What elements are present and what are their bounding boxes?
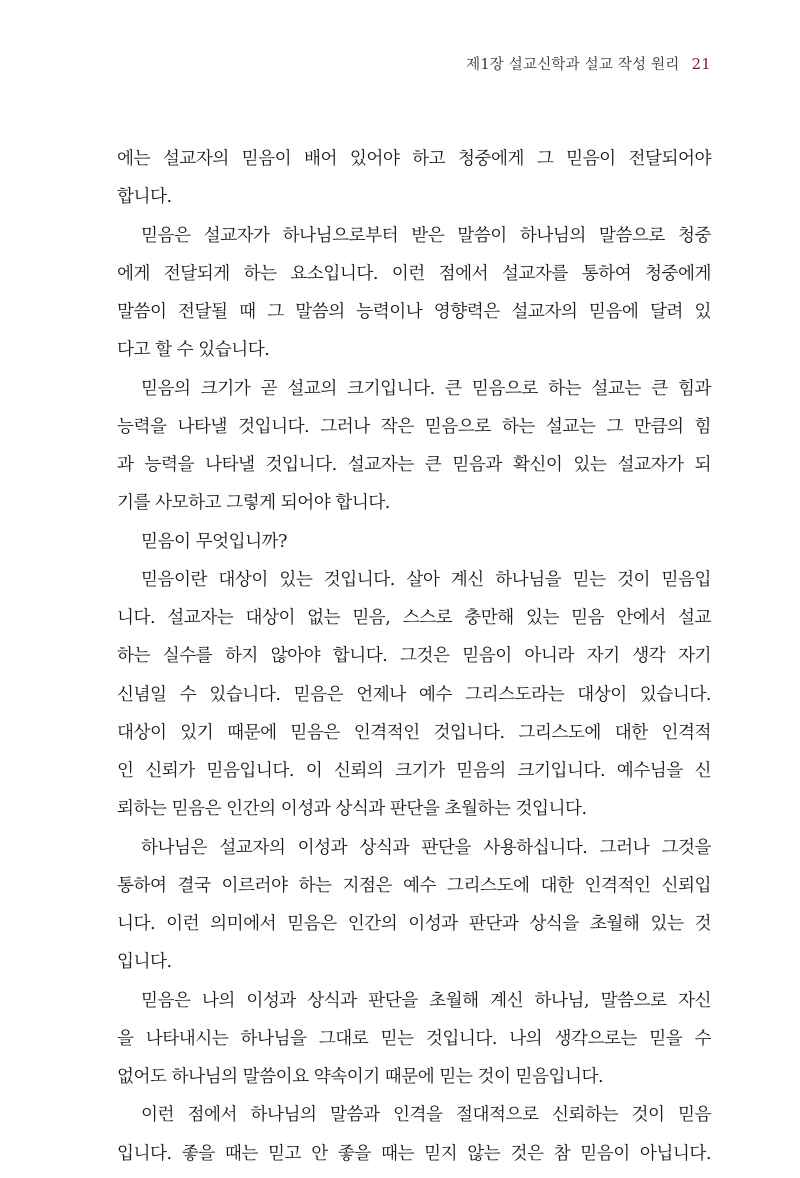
chapter-title: 제1장 설교신학과 설교 작성 원리	[466, 57, 680, 73]
text-line: 인 신뢰가 믿음입니다. 이 신뢰의 크기가 믿음의 크기입니다. 예수님을 신	[117, 761, 711, 781]
text-line: 믿음은 나의 이성과 상식과 판단을 초월해 계신 하나님, 말씀으로 자신	[141, 990, 711, 1011]
text-line: 뢰하는 믿음은 인간의 이성과 상식과 판단을 초월하는 것입니다.	[117, 799, 587, 820]
text-line: 을 나타내시는 하나님을 그대로 믿는 것입니다. 나의 생각으로는 믿을 수	[117, 1028, 711, 1049]
text-line: 능력을 나타낼 것입니다. 그러나 작은 믿음으로 하는 설교는 그 만큼의 힘	[117, 416, 711, 437]
text-line: 믿음이란 대상이 있는 것입니다. 살아 계신 하나님을 믿는 것이 믿음입	[141, 569, 711, 590]
text-line: 에는 설교자의 믿음이 배어 있어야 하고 청중에게 그 믿음이 전달되어야	[117, 149, 711, 169]
text-line: 이런 점에서 하나님의 말씀과 인격을 절대적으로 신뢰하는 것이 믿음	[141, 1105, 711, 1126]
text-line: 믿음은 설교자가 하나님으로부터 받은 말씀이 하나님의 말씀으로 청중	[141, 225, 711, 246]
page-number: 21	[691, 55, 711, 73]
text-line: 신념일 수 있습니다. 믿음은 언제나 예수 그리스도라는 대상이 있습니다.	[117, 684, 711, 705]
text-line: 대상이 있기 때문에 믿음은 인격적인 것입니다. 그리스도에 대한 인격적	[117, 722, 711, 743]
text-line: 에게 전달되게 하는 요소입니다. 이런 점에서 설교자를 통하여 청중에게	[117, 263, 711, 284]
text-line: 과 능력을 나타낼 것입니다. 설교자는 큰 믿음과 확신이 있는 설교자가 되	[117, 455, 711, 475]
text-line: 입니다. 좋을 때는 믿고 안 좋을 때는 믿지 않는 것은 참 믿음이 아닙니다.	[117, 1143, 711, 1164]
text-line: 하는 실수를 하지 않아야 합니다. 그것은 믿음이 아니라 자기 생각 자기	[117, 646, 711, 667]
text-line: 기를 사모하고 그렇게 되어야 합니다.	[117, 493, 390, 514]
text-line: 입니다.	[117, 952, 172, 973]
text-line: 하나님은 설교자의 이성과 상식과 판단을 사용하십니다. 그러나 그것을	[141, 837, 711, 858]
text-line: 합니다.	[117, 187, 172, 208]
text-line: 니다. 이런 의미에서 믿음은 인간의 이성과 판단과 상식을 초월해 있는 것	[117, 914, 711, 934]
text-line: 믿음의 크기가 곧 설교의 크기입니다. 큰 믿음으로 하는 설교는 큰 힘과	[141, 378, 711, 399]
text-line: 없어도 하나님의 말씀이요 약속이기 때문에 믿는 것이 믿음입니다.	[117, 1067, 604, 1087]
body-text	[117, 140, 711, 1173]
text-line: 말씀이 전달될 때 그 말씀의 능력이나 영향력은 설교자의 믿음에 달려 있	[117, 302, 711, 322]
text-line: 믿음이 무엇입니까?	[141, 531, 287, 552]
text-line: 통하여 결국 이르러야 하는 지점은 예수 그리스도에 대한 인격적인 신뢰입	[117, 875, 711, 896]
text-line: 니다. 설교자는 대상이 없는 믿음, 스스로 충만해 있는 믿음 안에서 설교	[117, 608, 711, 628]
text-line: 다고 할 수 있습니다.	[117, 340, 270, 361]
running-header	[466, 53, 711, 74]
